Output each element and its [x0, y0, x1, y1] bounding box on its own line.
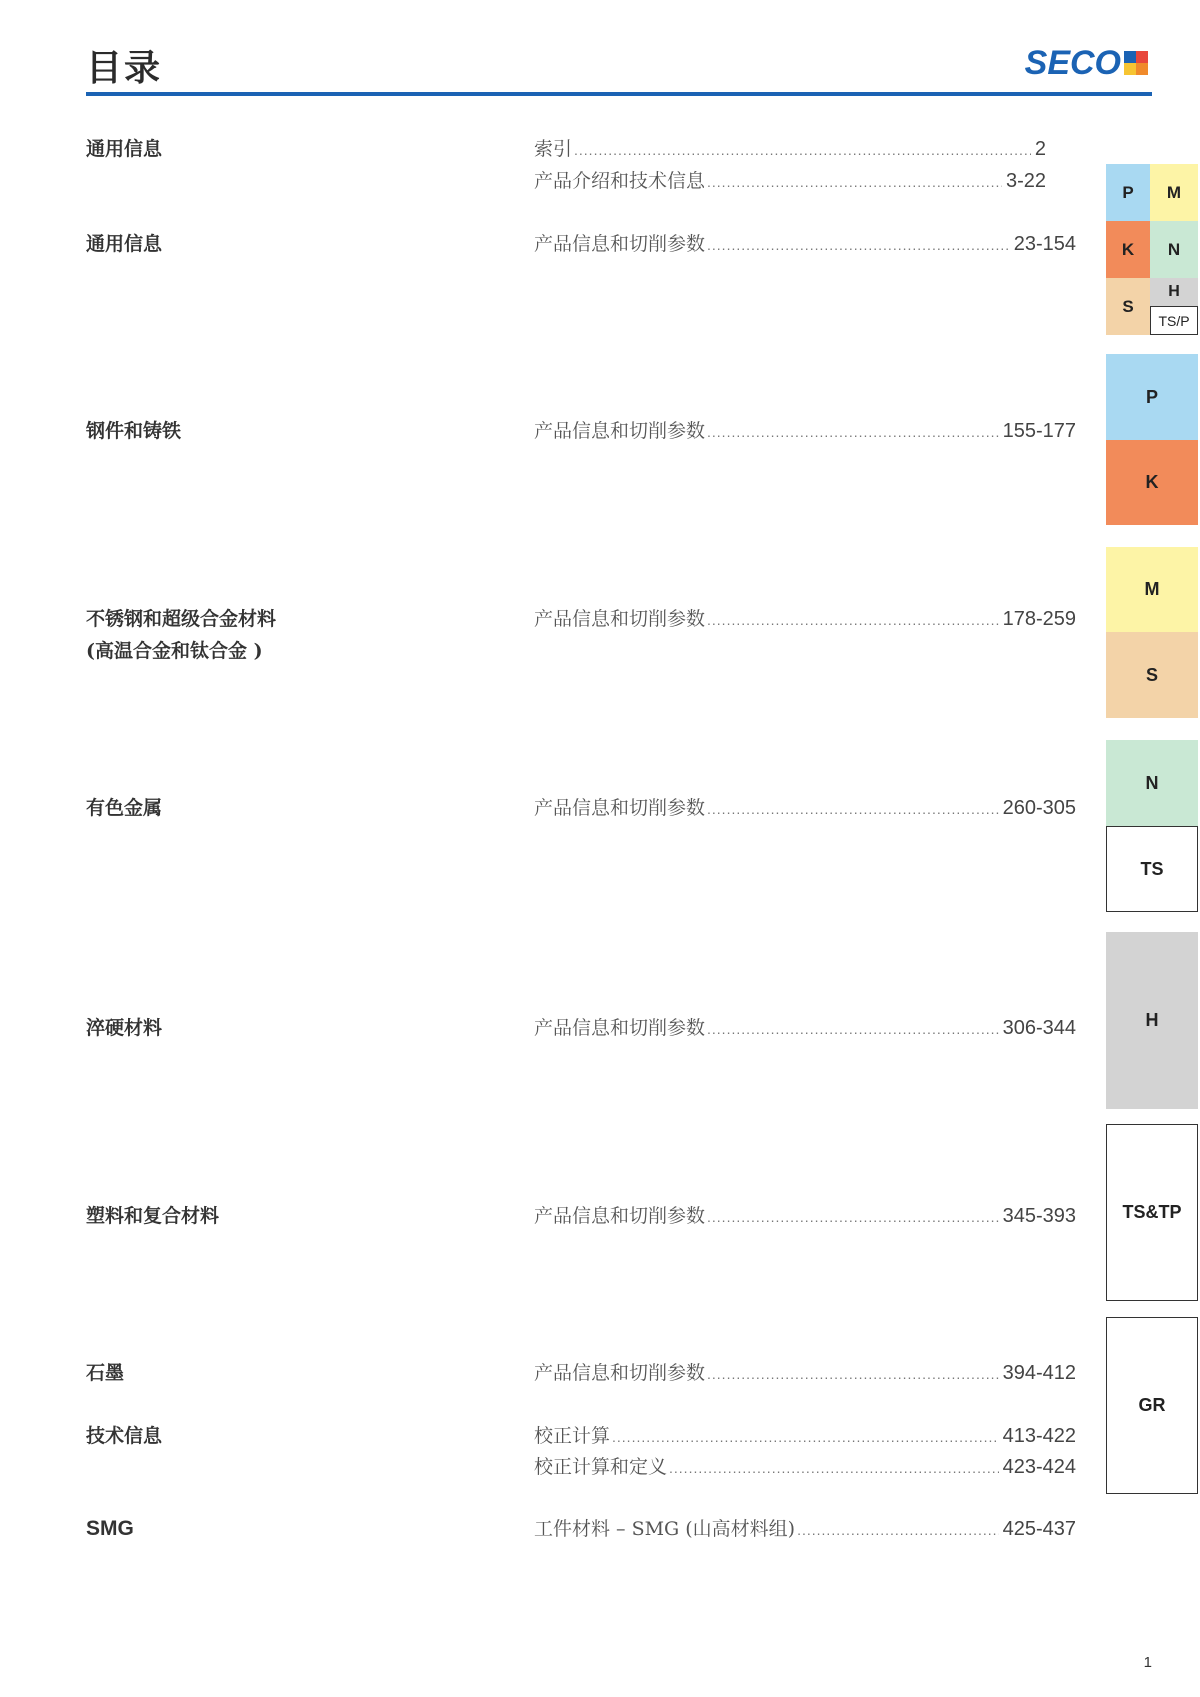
logo-mark-icon [1124, 51, 1148, 75]
entry-pages: 155-177 [1002, 420, 1076, 442]
toc-entry[interactable] [534, 415, 1076, 448]
dot-leader [707, 1358, 999, 1390]
toc-entry[interactable] [534, 1012, 1076, 1045]
entry-pages: 3-22 [1005, 170, 1046, 192]
entry-label: 工件材料 – SMG (山高材料组) [534, 1518, 796, 1540]
toc-entry[interactable] [534, 1420, 1076, 1453]
section-title: 通用信息 [86, 138, 163, 160]
page-number: 1 [1143, 1654, 1152, 1671]
toc-entry[interactable] [534, 1513, 1076, 1546]
entry-pages: 260-305 [1002, 797, 1076, 819]
entry-label: 校正计算和定义 [534, 1456, 668, 1478]
toc-entry[interactable] [534, 1451, 1076, 1484]
dot-leader [797, 1514, 999, 1546]
dot-leader [707, 416, 999, 448]
entry-label: 产品信息和切削参数 [534, 1362, 706, 1384]
entry-label: 产品信息和切削参数 [534, 797, 706, 819]
grid-tab-p[interactable]: P [1106, 164, 1150, 221]
grid-tab-s[interactable]: S [1106, 278, 1150, 335]
page-title: 目录 [86, 47, 163, 89]
entry-label: 产品信息和切削参数 [534, 1205, 706, 1227]
section-title: 石墨 [86, 1362, 125, 1384]
section-title: 技术信息 [86, 1425, 163, 1447]
entry-label: 索引 [534, 138, 573, 160]
toc-entry[interactable] [534, 603, 1076, 636]
dot-leader [707, 793, 999, 825]
tab-n[interactable]: N [1106, 740, 1198, 826]
section-subtitle: (高温合金和钛合金 ) [86, 640, 263, 662]
section-title: 塑料和复合材料 [86, 1205, 220, 1227]
section-title: SMG [86, 1517, 134, 1540]
dot-leader [707, 229, 1010, 261]
toc-entry[interactable] [534, 1200, 1076, 1233]
dot-leader [669, 1452, 999, 1484]
entry-label: 产品信息和切削参数 [534, 608, 706, 630]
section-title: 有色金属 [86, 797, 163, 819]
section-title: 淬硬材料 [86, 1017, 163, 1039]
seco-logo [1025, 46, 1148, 80]
tab-m[interactable]: M [1106, 547, 1198, 632]
grid-tab-m[interactable]: M [1150, 164, 1198, 221]
section-title: 不锈钢和超级合金材料 [86, 608, 277, 630]
dot-leader [707, 604, 999, 636]
entry-label: 产品信息和切削参数 [534, 1017, 706, 1039]
entry-pages: 394-412 [1002, 1362, 1076, 1384]
section-title: 钢件和铸铁 [86, 420, 182, 442]
dot-leader [612, 1421, 999, 1453]
dot-leader [707, 166, 1002, 198]
header-rule [86, 92, 1152, 96]
tab-ts-tp[interactable]: TS&TP [1106, 1124, 1198, 1301]
entry-label: 校正计算 [534, 1425, 611, 1447]
toc-entry[interactable] [534, 792, 1076, 825]
dot-leader [707, 1201, 999, 1233]
entry-pages: 23-154 [1013, 233, 1076, 255]
tab-k[interactable]: K [1106, 440, 1198, 525]
entry-pages: 178-259 [1002, 608, 1076, 630]
toc-entry[interactable] [534, 228, 1076, 261]
grid-tab-h[interactable]: H [1150, 278, 1198, 306]
grid-tab-k[interactable]: K [1106, 221, 1150, 278]
entry-label: 产品信息和切削参数 [534, 233, 706, 255]
entry-pages: 413-422 [1002, 1425, 1076, 1447]
toc-entry[interactable] [534, 165, 1046, 198]
section-title: 通用信息 [86, 233, 163, 255]
tab-ts[interactable]: TS [1106, 826, 1198, 912]
tab-h[interactable]: H [1106, 932, 1198, 1109]
dot-leader [707, 1013, 999, 1045]
tab-s[interactable]: S [1106, 632, 1198, 718]
grid-tab-n[interactable]: N [1150, 221, 1198, 278]
tab-gr[interactable]: GR [1106, 1317, 1198, 1494]
entry-pages: 2 [1034, 138, 1046, 160]
logo-text: SECO [1024, 44, 1121, 82]
entry-pages: 306-344 [1002, 1017, 1076, 1039]
grid-tab-tsp[interactable]: TS/P [1150, 306, 1198, 335]
dot-leader [574, 134, 1031, 166]
toc-entry[interactable] [534, 133, 1046, 166]
entry-pages: 425-437 [1002, 1518, 1076, 1540]
toc-entry[interactable] [534, 1357, 1076, 1390]
entry-pages: 423-424 [1002, 1456, 1076, 1478]
tab-p[interactable]: P [1106, 354, 1198, 440]
entry-label: 产品介绍和技术信息 [534, 170, 706, 192]
entry-pages: 345-393 [1002, 1205, 1076, 1227]
entry-label: 产品信息和切削参数 [534, 420, 706, 442]
